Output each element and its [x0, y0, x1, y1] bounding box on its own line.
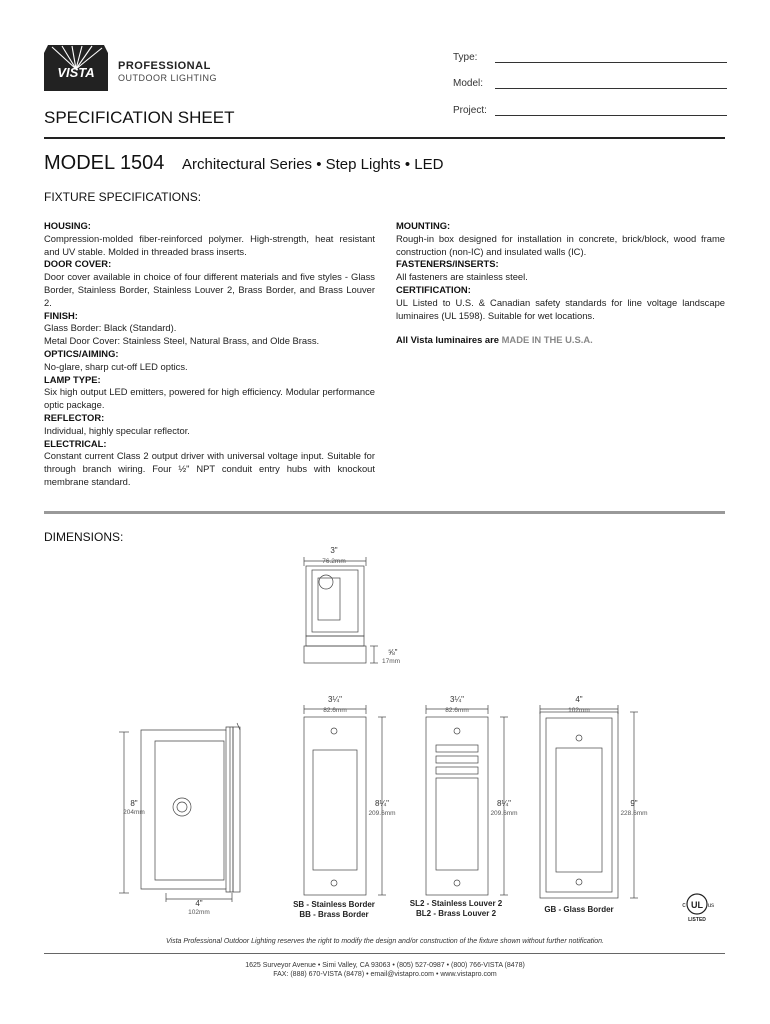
spec-text: Individual, highly specular reflector.: [44, 424, 190, 436]
spec-heading: OPTICS/AIMING:: [44, 347, 119, 359]
spec-text: All fasteners are stainless steel.: [396, 271, 528, 283]
ul-listed-mark: [682, 894, 714, 923]
model-number: MODEL 1504: [44, 152, 165, 174]
sl-width-mm: 82.6mm: [445, 707, 469, 714]
depth: ⅝": [388, 648, 398, 657]
spec-text: Metal Door Cover: Stainless Steel, Natural Brass, and Olde Brass.: [44, 335, 320, 347]
sb-height: 8¼": [375, 799, 389, 808]
spec-text: Six high output LED emitters, powered for high efficiency. Modular performance optic package.: [44, 386, 375, 411]
caption-sl2: SL2 - Stainless Louver 2: [409, 899, 503, 908]
side-height: 8": [130, 799, 138, 808]
sl-height-mm: 209.6mm: [490, 810, 518, 817]
gb-width: 4": [575, 695, 583, 704]
caption-bl2: BL2 - Brass Louver 2: [415, 909, 497, 918]
sl-width: 3¼": [450, 695, 464, 704]
spec-text: Door cover available in choice of four different materials and five styles - Glass Border, Stainless Border, Stainless Louver 2, Brass Border, and Brass Louver 2.: [44, 271, 375, 308]
ul-text: UL: [691, 900, 703, 910]
spec-text: Constant current Class 2 output driver with universal voltage input. Suitable for through branch wiring. Four ½" NPT conduit entry hubs with knockout membrane standard.: [44, 450, 375, 487]
spec-heading: ELECTRICAL:: [44, 437, 107, 449]
brand-line1: PROFESSIONAL: [118, 60, 211, 72]
spec-text: Compression-molded fiber-reinforced polymer. High-strength, heat resistant and UV stable. Molded in threaded brass inserts.: [44, 232, 375, 257]
spec-text: Rough-in box designed for installation in concrete, brick/block, wood frame construction (non-IC) and insulated walls (IC).: [396, 232, 725, 257]
model-label: Model:: [453, 78, 484, 89]
spec-heading: HOUSING:: [44, 220, 91, 231]
type-label: Type:: [453, 52, 478, 63]
spec-heading: CERTIFICATION:: [396, 283, 471, 295]
caption-gb: GB - Glass Border: [544, 905, 614, 914]
side-height-mm: 204mm: [123, 809, 145, 816]
spec-heading: REFLECTOR:: [44, 411, 105, 423]
sl2-front-drawing: [426, 705, 508, 895]
gb-front-drawing: [540, 705, 638, 898]
ul-listed: LISTED: [688, 917, 706, 923]
footer-divider: [44, 953, 725, 954]
side-width: 4": [195, 899, 203, 908]
spec-text: UL Listed to U.S. & Canadian safety standards for line voltage landscape luminaires (UL 1598). Suitable for wet locations.: [396, 296, 725, 321]
side-width-mm: 102mm: [188, 909, 210, 916]
caption-bb: BB - Brass Border: [299, 910, 369, 919]
spec-text: Glass Border: Black (Standard).: [44, 322, 177, 334]
gb-height-mm: 228.6mm: [620, 810, 648, 817]
sl-height: 8¼": [497, 799, 511, 808]
spec-heading: MOUNTING:: [396, 220, 451, 231]
top-width-mm: 76.2mm: [322, 558, 346, 565]
sb-front-drawing: [304, 705, 386, 895]
gb-height: 9": [630, 799, 638, 808]
address-line2: FAX: (888) 670-VISTA (8478) • email@vistapro.com • www.vistapro.com: [273, 971, 497, 978]
gb-width-mm: 102mm: [568, 707, 590, 714]
made-prefix: All Vista luminaires are: [396, 334, 502, 346]
spec-heading: DOOR COVER:: [44, 258, 112, 270]
made-suffix: MADE IN THE U.S.A.: [501, 334, 593, 346]
spec-text: No-glare, sharp cut-off LED optics.: [44, 360, 188, 372]
spec-heading: FINISH:: [44, 309, 78, 321]
top-width: 3": [330, 546, 338, 555]
depth-mm: 17mm: [382, 658, 401, 665]
sb-width-mm: 82.6mm: [323, 707, 347, 714]
ul-us: us: [707, 903, 715, 909]
spec-heading: LAMP TYPE:: [44, 373, 101, 385]
fixture-heading: FIXTURE SPECIFICATIONS:: [44, 190, 202, 204]
brand-line2: OUTDOOR LIGHTING: [118, 73, 218, 83]
page-title: SPECIFICATION SHEET: [44, 108, 235, 127]
ul-c: c: [682, 902, 686, 909]
series-line: Architectural Series • Step Lights • LED: [182, 156, 444, 173]
spec-heading: FASTENERS/INSERTS:: [396, 258, 499, 270]
top-view-drawing: [304, 557, 378, 663]
dimensions-heading: DIMENSIONS:: [44, 530, 124, 544]
address-line1: 1625 Surveyor Avenue • Simi Valley, CA 93063 • (805) 527-0987 • (800) 766-VISTA (8478): [245, 962, 525, 969]
project-label: Project:: [453, 105, 487, 116]
sb-height-mm: 209.6mm: [368, 810, 396, 817]
logo-text: VISTA: [57, 65, 95, 80]
sb-width: 3¼": [328, 695, 342, 704]
caption-sb: SB - Stainless Border: [293, 900, 375, 909]
disclaimer: Vista Professional Outdoor Lighting reserves the right to modify the design and/or construction of the fixture shown without further notification.: [166, 938, 604, 945]
